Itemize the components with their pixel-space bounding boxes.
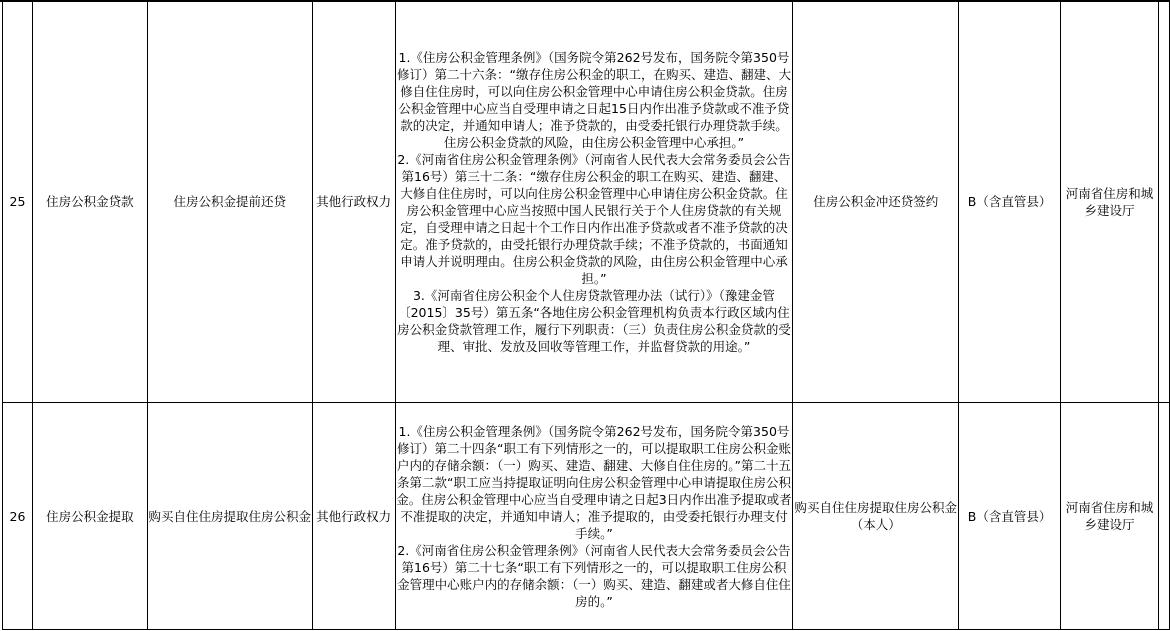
department: 河南省住房和城乡建设厅 xyxy=(1061,403,1159,630)
row-number: 26 xyxy=(3,403,33,630)
legal-basis-clause: 1.《住房公积金管理条例》（国务院令第262号发布，国务院令第350号修订）第二十四条“职工有下列情形之一的，可以提取职工住房公积金账户内的存储余额：（一）购买、建造、翻建、大修自住住房的。”第二十五条第二款“职工应当持提取证明向住房公积金管理中心申请提取住房公积金。住房公积金管理中心应当自受理申请之日起3日内作出准予提取或者不准提取的决定，并通知申请人；准予提取的，由受委托银行办理支付手续。” xyxy=(396,423,792,541)
level: B（含直管县） xyxy=(959,403,1061,630)
sub-item-name: 购买自住住房提取住房公积金 xyxy=(147,403,312,630)
department: 河南省住房和城乡建设厅 xyxy=(1061,1,1159,403)
legal-basis-clause: 2.《河南省住房公积金管理条例》（河南省人民代表大会常务委员会公告第16号）第三十二条：“缴存住房公积金的职工在购买、建造、翻建、大修自住住房时，可以向住房公积金管理中心申请住房公积金贷款。住房公积金管理中心应当按照中国人民银行关于个人住房贷款的有关规定，自受理申请之日起十个工作日内作出准予贷款或者不准予贷款的决定。准予贷款的，由受托银行办理贷款手续；不准予贷款的，书面通知申请人并说明理由。住房公积金贷款的风险，由住房公积金管理中心承担。” xyxy=(397,151,791,286)
legal-basis xyxy=(395,403,793,630)
legal-basis-clause: 3.《河南省住房公积金个人住房贷款管理办法（试行）》（豫建金管〔2015〕35号）第五条“各地住房公积金管理机构负责本行政区域内住房公积金贷款管理工作，履行下列职责：（三）负责住房公积金贷款的受理、审批、发放及回收等管理工作，并监督贷款的用途。” xyxy=(397,287,791,354)
table-row xyxy=(3,403,1170,630)
item-name: 住房公积金贷款 xyxy=(32,1,147,403)
service-item: 购买自住住房提取住房公积金（本人） xyxy=(793,403,959,630)
row-number: 25 xyxy=(3,1,33,403)
legal-basis-clause: 1.《住房公积金管理条例》（国务院令第262号发布，国务院令第350号修订）第二十六条：“缴存住房公积金的职工，在购买、建造、翻建、大修自住住房时，可以向住房公积金管理中心申请住房公积金贷款。住房公积金管理中心应当自受理申请之日起15日内作出准予贷款或不准予贷款的决定，并通知申请人；准予贷款的，由受委托银行办理贷款手续。住房公积金贷款的风险，由住房公积金管理中心承担。” xyxy=(396,49,791,150)
power-type: 其他行政权力 xyxy=(312,1,395,403)
legal-basis xyxy=(395,1,793,403)
table-row xyxy=(3,1,1170,403)
level: B（含直管县） xyxy=(959,1,1061,403)
blank-cell xyxy=(1158,403,1169,630)
service-item: 住房公积金冲还贷签约 xyxy=(793,1,959,403)
sub-item-name: 住房公积金提前还贷 xyxy=(147,1,312,403)
legal-basis-clause: 2.《河南省住房公积金管理条例》（河南省人民代表大会常务委员会公告第16号）第二十七条“职工有下列情形之一的，可以提取职工住房公积金管理中心账户内的存储余额：（一）购买、建造、翻建或者大修自住住房的。” xyxy=(397,542,791,609)
blank-cell xyxy=(1158,1,1169,403)
power-list-table xyxy=(2,0,1170,630)
power-type: 其他行政权力 xyxy=(312,403,395,630)
item-name: 住房公积金提取 xyxy=(32,403,147,630)
